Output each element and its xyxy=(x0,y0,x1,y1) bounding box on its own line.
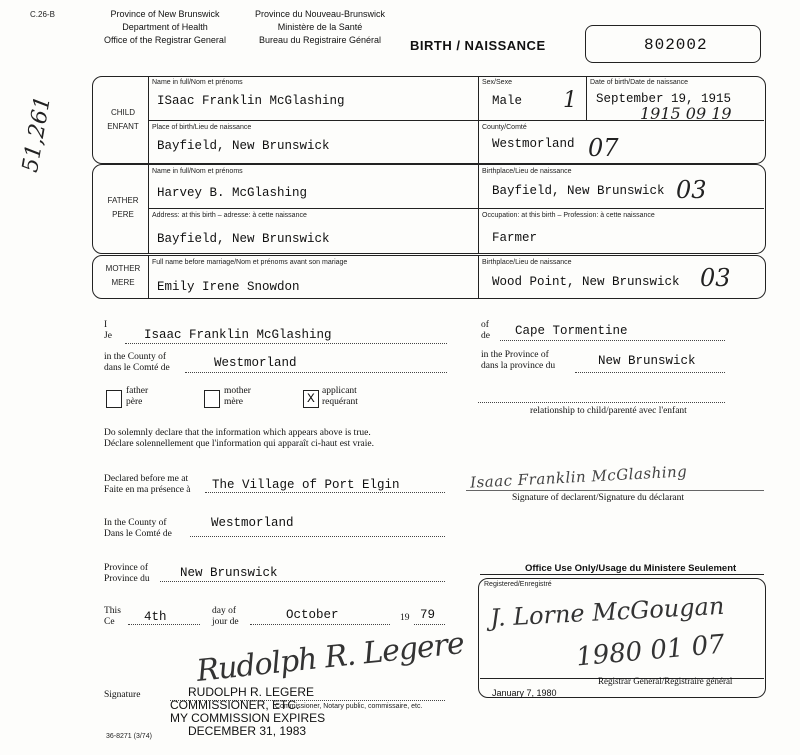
year-prefix: 19 xyxy=(400,613,410,623)
mother-option-fr: mère xyxy=(224,397,243,407)
father-name: Harvey B. McGlashing xyxy=(157,186,308,200)
applicant-option-fr: requérant xyxy=(322,397,358,407)
registrar-signature: J. Lorne McGougan xyxy=(489,591,725,633)
relationship-line xyxy=(478,402,725,403)
applicant-option-en: applicant xyxy=(322,386,357,396)
mother-name-label: Full name before marriage/Nom et prénoms avant son mariage xyxy=(152,259,348,266)
mother-name: Emily Irene Snowdon xyxy=(157,280,300,294)
commissioner-signature: Rudolph R. Legere xyxy=(194,626,466,689)
county2-label-en: In the County of xyxy=(104,518,167,528)
year-suffix: 79 xyxy=(420,608,436,622)
divider xyxy=(586,76,587,120)
this-label-en: This xyxy=(104,606,121,616)
county-label-en: in the County of xyxy=(104,352,167,362)
father-section-label xyxy=(100,196,146,219)
office-use-title: Office Use Only/Usage du Ministere Seulement xyxy=(525,563,737,574)
header-en-line1: Province of New Brunswick xyxy=(110,9,220,19)
father-address: Bayfield, New Brunswick xyxy=(157,232,330,246)
header-fr-line1: Province du Nouveau-Brunswick xyxy=(254,9,386,19)
father-label-fr: PERE xyxy=(112,210,134,219)
header-fr-line2: Ministère de la Santé xyxy=(277,22,363,32)
mother-option-en: mother xyxy=(224,386,251,396)
applicant-check-mark: X xyxy=(307,391,315,406)
header-french xyxy=(250,8,390,47)
province2-label xyxy=(104,563,150,585)
mother-label-fr: MERE xyxy=(111,278,135,287)
county2-value: Westmorland xyxy=(211,516,294,530)
mother-birthplace-code: 03 xyxy=(700,264,731,292)
month-line xyxy=(250,624,390,625)
province-label-fr: dans la province du xyxy=(481,361,556,371)
province-label-en: in the Province of xyxy=(481,350,549,360)
child-section-label xyxy=(100,108,146,131)
province2-value: New Brunswick xyxy=(180,566,278,580)
of-value: Cape Tormentine xyxy=(515,324,628,338)
of-label xyxy=(481,320,490,342)
county2-label-fr: Dans le Comté de xyxy=(104,529,172,539)
this-label xyxy=(104,606,121,628)
declared-before-fr: Faite en ma présence à xyxy=(104,485,191,495)
mother-birthplace: Wood Point, New Brunswick xyxy=(492,275,680,289)
commissioner-stamp-line4: DECEMBER 31, 1983 xyxy=(188,724,307,738)
mother-birthplace-label: Birthplace/Lieu de naissance xyxy=(482,259,572,266)
header-english xyxy=(100,8,230,47)
solemn-en: Do solemnly declare that the information which appears above is true. xyxy=(104,428,371,438)
commissioner-stamp-line1: RUDOLPH R. LEGERE xyxy=(188,685,315,699)
mother-section-label xyxy=(100,264,146,287)
declared-before-line xyxy=(205,492,445,493)
child-name-label: Name in full/Nom et prénoms xyxy=(152,79,243,86)
child-dob: September 19, 1915 xyxy=(596,92,732,106)
county-label xyxy=(104,352,170,374)
county2-label xyxy=(104,518,172,540)
office-use-rule xyxy=(480,574,764,575)
child-county-code: 07 xyxy=(588,134,619,162)
of-label-fr: de xyxy=(481,331,490,341)
province2-line xyxy=(160,581,445,582)
header-en-line3: Office of the Registrar General xyxy=(104,35,226,45)
divider xyxy=(148,208,764,209)
father-occupation-label: Occupation: at this birth – Profession: à cette naissance xyxy=(482,212,655,219)
divider xyxy=(148,164,149,254)
child-sex-label: Sex/Sexe xyxy=(482,79,512,86)
i-label-en: I xyxy=(104,320,108,330)
day-value: 4th xyxy=(144,610,167,624)
margin-note: 51,261 xyxy=(18,94,56,175)
applicant-checkbox[interactable] xyxy=(303,390,319,408)
declared-before-value: The Village of Port Elgin xyxy=(212,478,400,492)
month-value: October xyxy=(286,608,339,622)
father-checkbox[interactable] xyxy=(106,390,122,408)
father-birthplace-code: 03 xyxy=(676,176,707,204)
province2-label-en: Province of xyxy=(104,563,149,573)
mother-label-en: MOTHER xyxy=(105,264,141,273)
divider xyxy=(148,255,149,299)
child-pob: Bayfield, New Brunswick xyxy=(157,139,330,153)
day-of-label xyxy=(212,606,239,628)
divider xyxy=(478,255,479,299)
child-label-fr: ENFANT xyxy=(107,122,139,131)
registrar-label: Registrar General/Registraire général xyxy=(598,676,733,686)
form-title: BIRTH / NAISSANCE xyxy=(410,38,546,53)
registered-date: January 7, 1980 xyxy=(492,688,557,698)
of-label-en: of xyxy=(481,320,489,330)
child-pob-label: Place of birth/Lieu de naissance xyxy=(152,124,252,131)
province2-label-fr: Province du xyxy=(104,574,150,584)
this-label-fr: Ce xyxy=(104,617,115,627)
header-en-line2: Department of Health xyxy=(122,22,208,32)
child-county: Westmorland xyxy=(492,137,575,151)
registration-number: 802002 xyxy=(644,36,708,54)
header-fr-line3: Bureau du Registraire Général xyxy=(258,35,382,45)
commissioner-stamp-line2: COMMISSIONER, ETC. xyxy=(170,698,300,712)
i-label xyxy=(104,320,112,342)
province-line xyxy=(575,372,725,373)
father-option-fr: père xyxy=(126,397,143,407)
child-label-en: CHILD xyxy=(110,108,135,117)
child-sex: Male xyxy=(492,94,523,108)
province-value: New Brunswick xyxy=(598,354,696,368)
commissioner-fine-print: Commissioner, Notary public, commissaire, etc. xyxy=(275,703,423,710)
signature-label: Signature xyxy=(104,690,141,700)
father-option-en: father xyxy=(126,386,149,396)
declared-before-label xyxy=(104,474,191,496)
solemn-declaration xyxy=(104,428,374,450)
child-county-label: County/Comté xyxy=(482,124,527,131)
mother-checkbox[interactable] xyxy=(204,390,220,408)
child-dob-code: 1915 09 19 xyxy=(640,104,732,123)
declarant-signature-label: Signature of declarent/Signature du déclarant xyxy=(512,493,684,503)
declarant-signature-line xyxy=(466,490,764,491)
father-name-label: Name in full/Nom et prénoms xyxy=(152,168,243,175)
child-name: ISaac Franklin McGlashing xyxy=(157,94,345,108)
commissioner-stamp xyxy=(170,686,325,738)
father-address-label: Address: at this birth – adresse: à cette naissance xyxy=(152,212,307,219)
father-birthplace: Bayfield, New Brunswick xyxy=(492,184,665,198)
i-label-fr: Je xyxy=(104,331,112,341)
commissioner-stamp-line3: MY COMMISSION EXPIRES xyxy=(170,711,326,725)
declarant-signature: Isaac Franklin McGlashing xyxy=(469,462,688,492)
mother-option-label xyxy=(224,386,251,408)
divider xyxy=(478,164,479,254)
father-label-en: FATHER xyxy=(107,196,139,205)
day-of-fr: jour de xyxy=(212,617,239,627)
registration-number-box xyxy=(585,25,761,63)
declared-before-en: Declared before me at xyxy=(104,474,189,484)
county-value: Westmorland xyxy=(214,356,297,370)
day-of-en: day of xyxy=(212,606,237,616)
declarant-name-line xyxy=(125,343,447,344)
child-sex-code: 1 xyxy=(563,88,577,113)
relationship-label: relationship to child/parenté avec l'enfant xyxy=(530,406,687,416)
year-line xyxy=(414,624,445,625)
father-option-label xyxy=(126,386,148,408)
county-line xyxy=(185,372,447,373)
day-line xyxy=(128,624,200,625)
of-line xyxy=(500,340,725,341)
declarant-name: Isaac Franklin McGlashing xyxy=(144,328,332,342)
county2-line xyxy=(190,536,445,537)
footer-code: 36-8271 (3/74) xyxy=(106,733,152,740)
solemn-fr: Déclare solennellement que l'information qui apparaît ci-haut est vraie. xyxy=(104,439,374,449)
father-birthplace-label: Birthplace/Lieu de naissance xyxy=(482,168,572,175)
child-dob-label: Date of birth/Date de naissance xyxy=(590,79,689,86)
registered-label: Registered/Enregistré xyxy=(484,581,552,588)
father-occupation: Farmer xyxy=(492,231,538,245)
province-label xyxy=(481,350,555,372)
county-label-fr: dans le Comté de xyxy=(104,363,170,373)
registered-code: 1980 01 07 xyxy=(574,629,726,673)
applicant-option-label xyxy=(322,386,358,408)
form-code: C.26-B xyxy=(30,10,55,19)
